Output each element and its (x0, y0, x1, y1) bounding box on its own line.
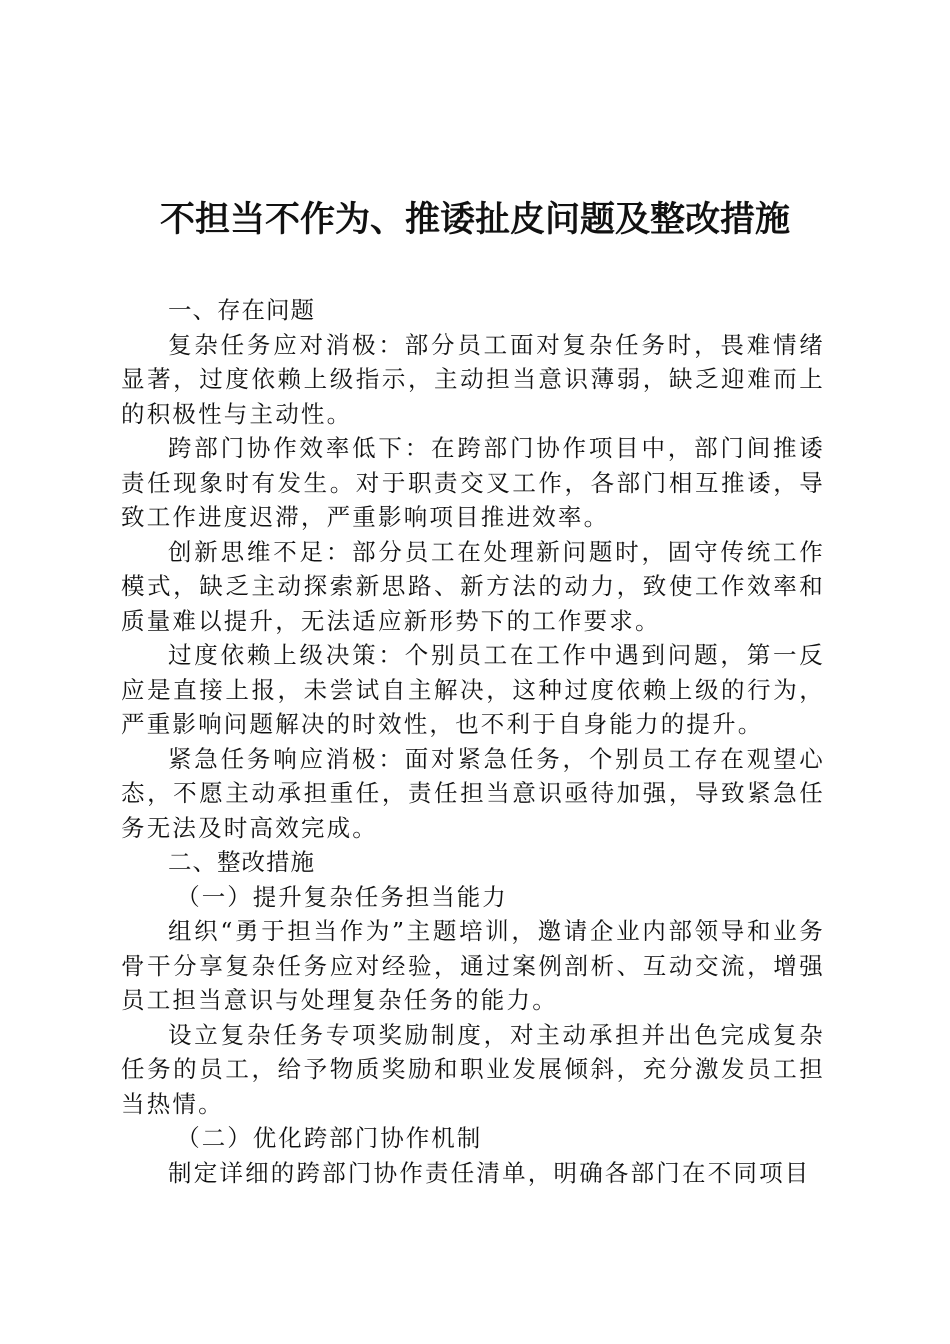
paragraph: 紧急任务响应消极：面对紧急任务，个别员工存在观望心态，不愿主动承担重任，责任担当意识亟待加强，导致紧急任务无法及时高效完成。 (121, 744, 825, 842)
paragraph: 复杂任务应对消极：部分员工面对复杂任务时，畏难情绪显著，过度依赖上级指示，主动担当意识薄弱，缺乏迎难而上的积极性与主动性。 (121, 330, 825, 428)
document-body (121, 293, 825, 1190)
paragraph: 创新思维不足：部分员工在处理新问题时，固守传统工作模式，缺乏主动探索新思路、新方法的动力，致使工作效率和质量难以提升，无法适应新形势下的工作要求。 (121, 537, 825, 635)
paragraph: 跨部门协作效率低下：在跨部门协作项目中，部门间推诿责任现象时有发生。对于职责交叉工作，各部门相互推诿，导致工作进度迟滞，严重影响项目推进效率。 (121, 434, 825, 531)
page-title: 不担当不作为、推诿扯皮问题及整改措施 (159, 199, 790, 240)
subsection-heading-2: （二）优化跨部门协作机制 (176, 1124, 483, 1152)
paragraph: 制定详细的跨部门协作责任清单，明确各部门在不同项目 (168, 1158, 811, 1187)
subsection-heading-1: （一）提升复杂任务担当能力 (176, 882, 508, 911)
section-heading-problems: 一、存在问题 (168, 296, 315, 324)
paragraph: 设立复杂任务专项奖励制度，对主动承担并出色完成复杂任务的员工，给予物质奖励和职业发展倾斜，充分激发员工担当热情。 (121, 1020, 825, 1118)
section-heading-measures: 二、整改措施 (168, 848, 315, 876)
paragraph: 组织“勇于担当作为”主题培训，邀请企业内部领导和业务骨干分享复杂任务应对经验，通过案例剖析、互动交流，增强员工担当意识与处理复杂任务的能力。 (121, 917, 825, 1014)
paragraph: 过度依赖上级决策：个别员工在工作中遇到问题，第一反应是直接上报，未尝试自主解决，这种过度依赖上级的行为，严重影响问题解决的时效性，也不利于自身能力的提升。 (121, 641, 825, 738)
